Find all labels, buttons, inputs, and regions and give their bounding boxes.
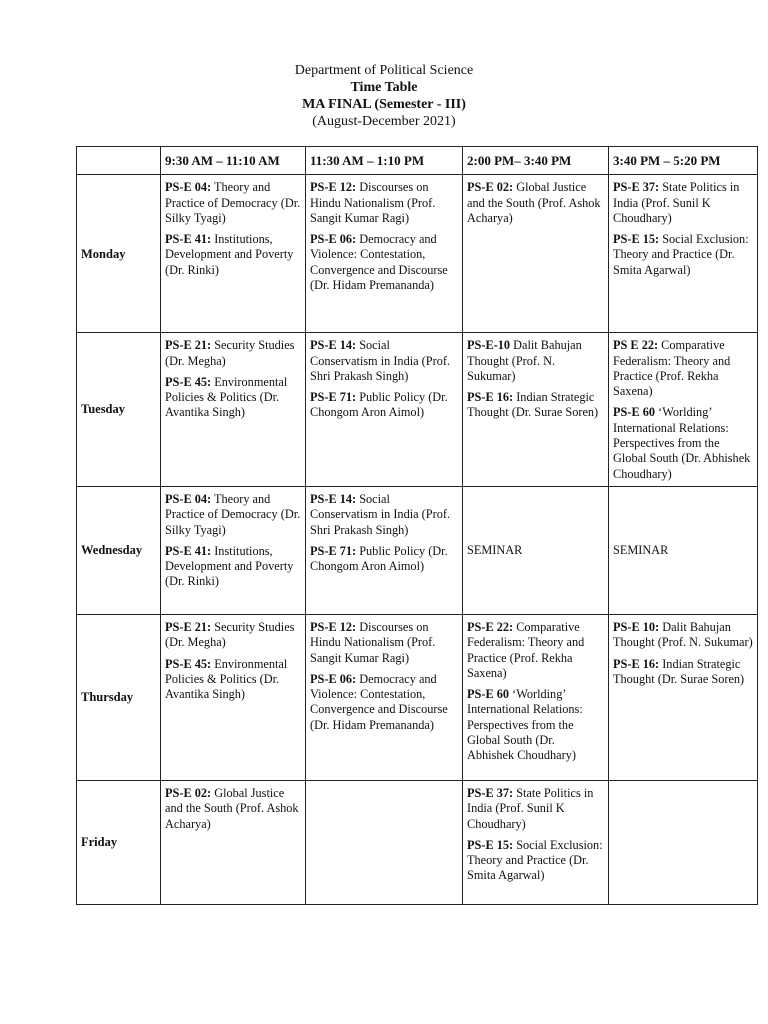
program-name: MA FINAL (Semester - III) xyxy=(302,97,466,112)
course-code: PS-E 15: xyxy=(613,232,660,247)
slot-cell xyxy=(306,175,463,333)
course-code: PS-E 22: xyxy=(467,619,514,634)
course-entry xyxy=(613,338,753,399)
slot-cell xyxy=(463,486,609,614)
course-code: PS-E 71: xyxy=(310,543,357,558)
course-code: PS-E 10: xyxy=(613,619,660,634)
course-entry xyxy=(613,657,753,688)
slot-cell xyxy=(161,614,306,780)
course-title: State Politics in India (Prof. Sunil K Choudhary) xyxy=(613,180,740,225)
course-entry xyxy=(310,390,458,421)
course-title: Environmental Policies & Politics (Dr. Avantika Singh) xyxy=(165,656,288,702)
course-code: PS-E 60 xyxy=(613,405,656,420)
course-code: PS-E 02: xyxy=(165,785,212,800)
course-title: Comparative Federalism: Theory and Practice (Prof. Rekha Saxena) xyxy=(613,338,731,399)
course-code: PS-E 04: xyxy=(165,491,212,506)
course-code: PS-E 21: xyxy=(165,619,212,634)
course-title: State Politics in India (Prof. Sunil K Choudhary) xyxy=(467,785,594,831)
course-title: Institutions, Development and Poverty (Dr. Rinki) xyxy=(165,543,294,589)
header-slot-1: 9:30 AM – 11:10 AM xyxy=(161,147,306,175)
course-title: Public Policy (Dr. Chongom Aron Aimol) xyxy=(310,390,448,420)
slot-cell xyxy=(463,614,609,780)
course-title: Social Exclusion: Theory and Practice (Dr. Smita Agarwal) xyxy=(613,232,749,277)
empty-slot-cell xyxy=(609,780,758,904)
course-title: Theory and Practice of Democracy (Dr. Silky Tyagi) xyxy=(165,491,301,537)
header-slot-2: 11:30 AM – 1:10 PM xyxy=(306,147,463,175)
course-code: PS-E 71: xyxy=(310,390,357,405)
course-code: PS-E 14: xyxy=(310,491,357,506)
course-entry xyxy=(165,544,301,590)
course-code: PS-E 15: xyxy=(467,837,514,852)
slot-cell xyxy=(161,486,306,614)
course-code: PS-E 12: xyxy=(310,619,357,634)
course-title: Comparative Federalism: Theory and Practice (Prof. Rekha Saxena) xyxy=(467,619,585,680)
slot-cell xyxy=(463,780,609,904)
course-title: ‘Worlding’ International Relations: Perspectives from the Global South (Dr. Abhishek Choudhary) xyxy=(613,405,751,481)
course-title: Democracy and Violence: Contestation, Convergence and Discourse (Dr. Hidam Premananda) xyxy=(310,671,448,732)
course-title: ‘Worlding’ International Relations: Perspectives from the Global South (Dr. Abhishek Choudhary) xyxy=(467,687,583,763)
timetable-header-row xyxy=(77,147,758,175)
day-label: Tuesday xyxy=(77,333,161,487)
course-entry xyxy=(310,672,458,733)
course-code: PS-E 21: xyxy=(165,338,212,353)
course-entry xyxy=(467,838,604,884)
course-entry xyxy=(165,786,301,832)
course-title: Discourses on Hindu Nationalism (Prof. Sangit Kumar Ragi) xyxy=(310,619,436,665)
day-label: Monday xyxy=(77,175,161,333)
course-entry xyxy=(165,180,301,226)
course-code: PS-E 37: xyxy=(467,785,514,800)
course-entry xyxy=(165,620,301,651)
course-entry xyxy=(613,232,753,278)
document-heading xyxy=(0,62,768,130)
seminar-label: SEMINAR xyxy=(613,543,669,558)
slot-cell xyxy=(609,486,758,614)
department-name: Department of Political Science xyxy=(294,63,474,78)
course-code: PS-E 04: xyxy=(165,180,212,195)
course-title: Dalit Bahujan Thought (Prof. N. Sukumar) xyxy=(467,338,582,383)
course-entry xyxy=(613,405,753,481)
seminar-entry xyxy=(613,543,753,558)
course-entry xyxy=(467,390,604,421)
course-entry xyxy=(310,620,458,666)
course-title: Discourses on Hindu Nationalism (Prof. Sangit Kumar Ragi) xyxy=(310,180,436,225)
course-entry xyxy=(467,180,604,226)
course-code: PS-E 14: xyxy=(310,338,357,353)
course-title: Social Exclusion: Theory and Practice (Dr. Smita Agarwal) xyxy=(467,837,603,883)
course-entry xyxy=(467,687,604,763)
course-entry xyxy=(165,492,301,538)
table-row xyxy=(77,780,758,904)
day-label: Wednesday xyxy=(77,486,161,614)
course-entry xyxy=(467,620,604,681)
course-title: Indian Strategic Thought (Dr. Surae Soren) xyxy=(613,656,745,686)
course-entry xyxy=(467,338,604,384)
course-title: Social Conservatism in India (Prof. Shri Prakash Singh) xyxy=(310,338,451,383)
day-label: Friday xyxy=(77,780,161,904)
course-code: PS-E 16: xyxy=(467,390,514,405)
slot-cell xyxy=(306,614,463,780)
slot-cell xyxy=(463,175,609,333)
slot-cell xyxy=(161,333,306,487)
table-row xyxy=(77,614,758,780)
course-entry xyxy=(467,786,604,832)
table-row xyxy=(77,175,758,333)
course-code: PS-E 37: xyxy=(613,180,660,195)
slot-cell xyxy=(609,175,758,333)
course-code: PS-E 41: xyxy=(165,232,212,247)
course-entry xyxy=(310,492,458,538)
course-code: PS E 22: xyxy=(613,338,659,353)
course-entry xyxy=(165,375,301,421)
timetable xyxy=(76,146,758,905)
slot-cell xyxy=(161,780,306,904)
course-title: Global Justice and the South (Prof. Ashok Acharya) xyxy=(165,785,299,831)
course-title: Global Justice and the South (Prof. Ashok Acharya) xyxy=(467,180,601,225)
course-code: PS-E 12: xyxy=(310,180,357,195)
table-row xyxy=(77,333,758,487)
slot-cell xyxy=(609,614,758,780)
course-code: PS-E-10 xyxy=(467,338,511,353)
course-entry xyxy=(310,338,458,384)
course-code: PS-E 60 xyxy=(467,687,510,702)
document-title: Time Table xyxy=(350,80,418,95)
course-code: PS-E 02: xyxy=(467,180,514,195)
course-title: Theory and Practice of Democracy (Dr. Silky Tyagi) xyxy=(165,180,301,225)
course-title: Democracy and Violence: Contestation, Convergence and Discourse (Dr. Hidam Premananda) xyxy=(310,232,448,293)
course-code: PS-E 45: xyxy=(165,374,212,389)
course-title: Dalit Bahujan Thought (Prof. N. Sukumar) xyxy=(613,619,753,650)
course-code: PS-E 06: xyxy=(310,671,357,686)
course-entry xyxy=(310,544,458,575)
course-title: Indian Strategic Thought (Dr. Surae Soren) xyxy=(467,390,599,420)
course-entry xyxy=(165,232,301,278)
slot-cell xyxy=(609,333,758,487)
slot-cell xyxy=(463,333,609,487)
seminar-entry xyxy=(467,543,604,558)
course-code: PS-E 16: xyxy=(613,656,660,671)
course-entry xyxy=(165,657,301,703)
slot-cell xyxy=(306,333,463,487)
course-entry xyxy=(613,620,753,651)
course-code: PS-E 45: xyxy=(165,656,212,671)
course-title: Security Studies (Dr. Megha) xyxy=(165,619,295,650)
course-entry xyxy=(165,338,301,369)
header-slot-4: 3:40 PM – 5:20 PM xyxy=(609,147,758,175)
header-corner xyxy=(77,147,161,175)
course-code: PS-E 06: xyxy=(310,232,357,247)
course-title: Institutions, Development and Poverty (Dr. Rinki) xyxy=(165,232,294,277)
day-label: Thursday xyxy=(77,614,161,780)
course-title: Environmental Policies & Politics (Dr. Avantika Singh) xyxy=(165,374,288,420)
empty-slot-cell xyxy=(306,780,463,904)
course-entry xyxy=(613,180,753,226)
table-row xyxy=(77,486,758,614)
course-title: Public Policy (Dr. Chongom Aron Aimol) xyxy=(310,543,448,574)
course-entry xyxy=(310,180,458,226)
course-title: Social Conservatism in India (Prof. Shri Prakash Singh) xyxy=(310,491,451,537)
course-code: PS-E 41: xyxy=(165,543,212,558)
course-title: Security Studies (Dr. Megha) xyxy=(165,338,295,368)
academic-period: (August-December 2021) xyxy=(312,114,456,129)
course-entry xyxy=(310,232,458,293)
header-slot-3: 2:00 PM– 3:40 PM xyxy=(463,147,609,175)
slot-cell xyxy=(161,175,306,333)
seminar-label: SEMINAR xyxy=(467,543,523,558)
slot-cell xyxy=(306,486,463,614)
